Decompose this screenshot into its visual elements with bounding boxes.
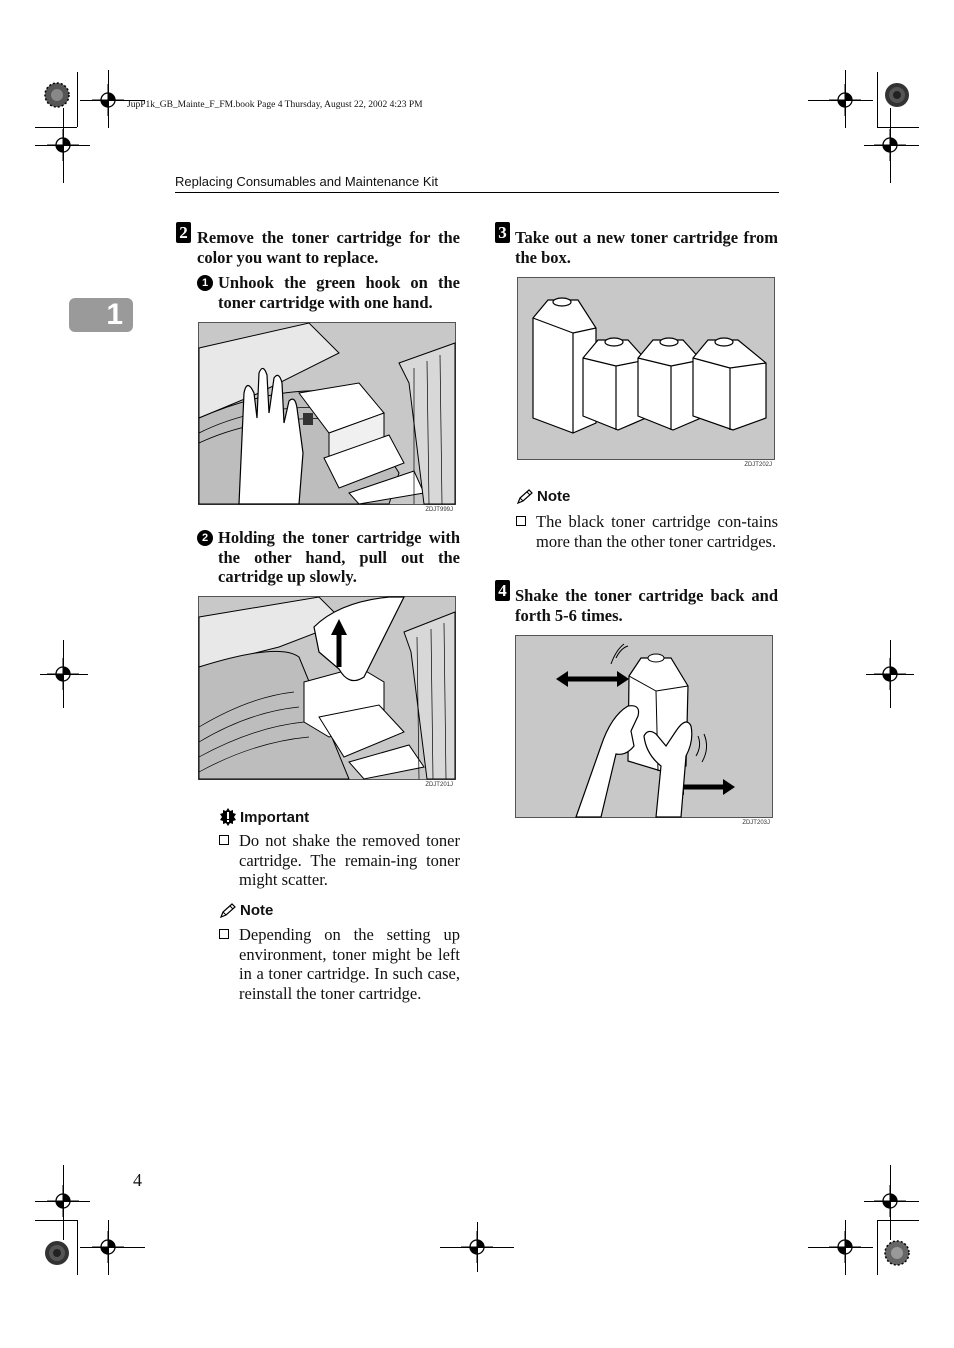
printer-hand-illustration	[199, 323, 455, 504]
figure-code: ZDJT999J	[425, 507, 453, 513]
step-number: 3	[495, 222, 510, 243]
figure-code: ZDJT202J	[744, 462, 772, 468]
note-bullet	[516, 512, 778, 551]
color-dial-icon	[884, 82, 910, 108]
chapter-tab: 1	[69, 298, 133, 332]
color-dial-icon	[884, 1240, 910, 1266]
registration-mark-icon	[870, 1181, 910, 1221]
checkbox-icon	[219, 835, 229, 845]
color-dial-icon	[44, 1240, 70, 1266]
figure-code: ZDJT203J	[742, 820, 770, 826]
registration-mark-icon	[43, 125, 83, 165]
figure-new-cartridges	[517, 277, 775, 468]
note-pencil-icon	[516, 489, 534, 505]
page-number: 4	[133, 1170, 142, 1190]
running-head: Replacing Consumables and Maintenance Kit	[175, 174, 439, 189]
note-heading	[219, 902, 273, 919]
pull-cartridge-illustration	[199, 597, 455, 779]
step-text: Shake the toner cartridge back and forth 5-6 times.	[515, 586, 778, 625]
important-heading	[219, 808, 309, 826]
important-bullet	[219, 831, 460, 890]
header-rule	[175, 192, 779, 193]
note-bullet	[219, 925, 460, 1003]
substep-number: 1	[197, 275, 213, 291]
note-heading	[516, 488, 570, 505]
step-number: 2	[176, 222, 191, 243]
registration-mark-icon	[88, 80, 128, 120]
important-icon	[219, 808, 237, 826]
figure-code: ZDJT201J	[425, 782, 453, 788]
note-text: The black toner cartridge con-tains more than the other toner cartridges.	[536, 512, 778, 551]
substep-number: 2	[197, 530, 213, 546]
shake-cartridge-illustration	[516, 636, 772, 817]
figure-pull-out-cartridge	[198, 596, 456, 788]
registration-mark-icon	[457, 1227, 497, 1267]
color-dial-icon	[44, 82, 70, 108]
figure-unhook-hook	[198, 322, 456, 513]
note-text: Depending on the setting up environment, toner might be left in a toner cartridge. In such case, reinstall the toner cartridge.	[239, 925, 460, 1003]
registration-mark-icon	[43, 654, 83, 694]
toner-cartridges-illustration	[518, 278, 774, 459]
registration-mark-icon	[870, 125, 910, 165]
substep-text: Unhook the green hook on the toner cartridge with one hand.	[218, 273, 460, 312]
important-title: Important	[240, 808, 310, 826]
registration-mark-icon	[825, 1227, 865, 1267]
note-pencil-icon	[219, 903, 237, 919]
note-title: Note	[537, 488, 571, 505]
registration-mark-icon	[88, 1227, 128, 1267]
registration-mark-icon	[870, 654, 910, 694]
substep-text: Holding the toner cartridge with the other hand, pull out the cartridge up slowly.	[218, 528, 460, 586]
checkbox-icon	[219, 929, 229, 939]
registration-mark-icon	[43, 1181, 83, 1221]
step-number: 4	[495, 580, 510, 601]
file-info: JupP1k_GB_Mainte_F_FM.book Page 4 Thursday, August 22, 2002 4:23 PM	[127, 100, 423, 110]
important-text: Do not shake the removed toner cartridge. The remain-ing toner might scatter.	[239, 831, 460, 889]
registration-mark-icon	[825, 80, 865, 120]
figure-shake-cartridge	[515, 635, 773, 826]
checkbox-icon	[516, 516, 526, 526]
step-text: Remove the toner cartridge for the color you want to replace.	[197, 228, 460, 267]
note-title: Note	[240, 902, 274, 919]
step-text: Take out a new toner cartridge from the box.	[515, 228, 778, 267]
